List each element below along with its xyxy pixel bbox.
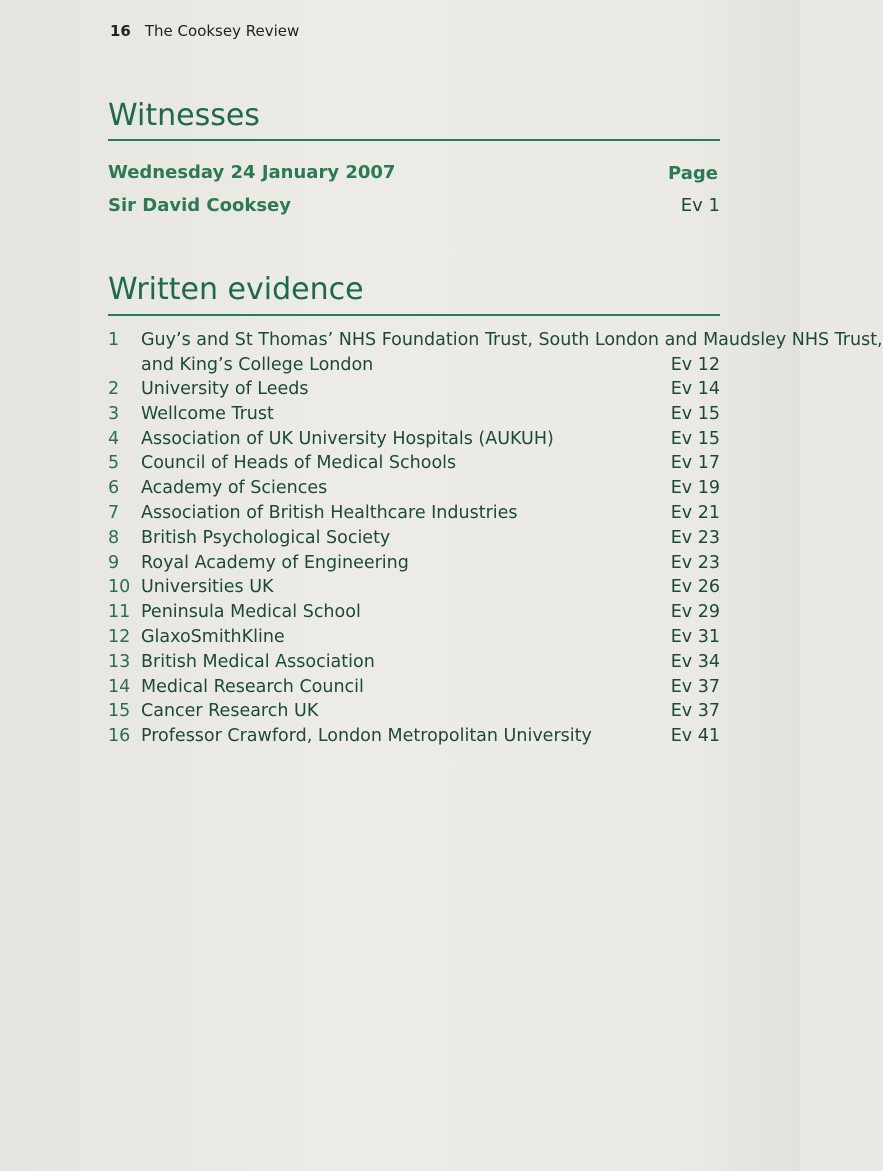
- item-number: 13: [108, 651, 131, 672]
- item-ev-ref: Ev 34: [670, 651, 720, 672]
- written-evidence-rule: [108, 314, 720, 316]
- item-ev-ref: Ev 15: [670, 428, 720, 449]
- item-ev-ref: Ev 12: [670, 354, 720, 375]
- running-head: [110, 22, 299, 40]
- list-item: [108, 551, 720, 576]
- list-item: [108, 328, 883, 377]
- item-ev-ref: Ev 23: [670, 552, 720, 573]
- list-item: [108, 625, 720, 650]
- list-item: [108, 650, 720, 675]
- written-evidence-list: [108, 328, 883, 749]
- item-name: Universities UK: [141, 577, 274, 598]
- item-name: Peninsula Medical School: [141, 602, 361, 623]
- list-item: [108, 451, 720, 476]
- list-item: [108, 575, 720, 600]
- item-number: 14: [108, 676, 131, 697]
- item-ev-ref: Ev 15: [670, 403, 720, 424]
- item-number: 4: [108, 428, 120, 449]
- list-item: [108, 476, 720, 501]
- item-ev-ref: Ev 23: [670, 527, 720, 548]
- item-ev-ref: Ev 37: [670, 701, 720, 722]
- list-item: [108, 377, 720, 402]
- list-item: [108, 699, 720, 724]
- item-ev-ref: Ev 37: [670, 676, 720, 697]
- item-number: 15: [108, 701, 131, 722]
- page-number: 16: [110, 22, 131, 40]
- item-ev-ref: Ev 17: [670, 453, 720, 474]
- item-name-continued: and King’s College London: [141, 354, 374, 375]
- item-ev-ref: Ev 19: [670, 478, 720, 499]
- item-ev-ref: Ev 21: [670, 502, 720, 523]
- list-item: [108, 675, 720, 700]
- witness-ev-ref: Ev 1: [680, 195, 720, 216]
- item-number: 1: [108, 330, 120, 350]
- item-name: Guy’s and St Thomas’ NHS Foundation Trust, South London and Maudsley NHS Trust,: [141, 330, 883, 350]
- item-ev-ref: Ev 29: [670, 602, 720, 623]
- item-number: 9: [108, 552, 120, 573]
- list-item: [108, 402, 720, 427]
- witnesses-rule: [108, 139, 720, 141]
- witness-name: Sir David Cooksey: [108, 195, 291, 216]
- item-name: British Medical Association: [141, 651, 375, 672]
- item-ev-ref: Ev 14: [670, 379, 720, 399]
- item-ev-ref: Ev 31: [670, 626, 720, 647]
- list-item: [108, 427, 720, 452]
- item-name: Association of British Healthcare Industries: [141, 502, 518, 523]
- item-name: GlaxoSmithKline: [141, 626, 285, 647]
- item-number: 3: [108, 403, 120, 424]
- item-name: British Psychological Society: [141, 527, 391, 548]
- item-number: 12: [108, 626, 131, 647]
- running-head-title: The Cooksey Review: [144, 22, 300, 40]
- hearing-date: Wednesday 24 January 2007: [108, 162, 396, 183]
- item-name: University of Leeds: [141, 379, 309, 399]
- item-name: Cancer Research UK: [141, 701, 319, 722]
- item-name: Wellcome Trust: [141, 403, 274, 424]
- list-item: [108, 724, 720, 749]
- witnesses-heading: Witnesses: [108, 98, 260, 133]
- item-ev-ref: Ev 41: [670, 726, 720, 747]
- item-name: Academy of Sciences: [141, 478, 328, 499]
- written-evidence-heading: Written evidence: [108, 272, 364, 307]
- item-number: 6: [108, 478, 120, 499]
- item-name: Professor Crawford, London Metropolitan University: [141, 726, 592, 747]
- item-name: Medical Research Council: [141, 676, 364, 697]
- item-number: 11: [108, 602, 131, 623]
- item-number: 5: [108, 453, 120, 474]
- item-ev-ref: Ev 26: [670, 577, 720, 598]
- item-number: 8: [108, 527, 120, 548]
- item-name: Royal Academy of Engineering: [141, 552, 409, 573]
- item-name: Association of UK University Hospitals (AUKUH): [141, 428, 554, 449]
- item-number: 2: [108, 379, 120, 399]
- item-number: 7: [108, 502, 120, 523]
- page-column-label: Page: [668, 163, 718, 184]
- item-number: 10: [108, 577, 131, 598]
- item-name: Council of Heads of Medical Schools: [141, 453, 457, 474]
- list-item: [108, 526, 720, 551]
- list-item: [108, 600, 720, 625]
- list-item: [108, 501, 720, 526]
- item-number: 16: [108, 726, 131, 747]
